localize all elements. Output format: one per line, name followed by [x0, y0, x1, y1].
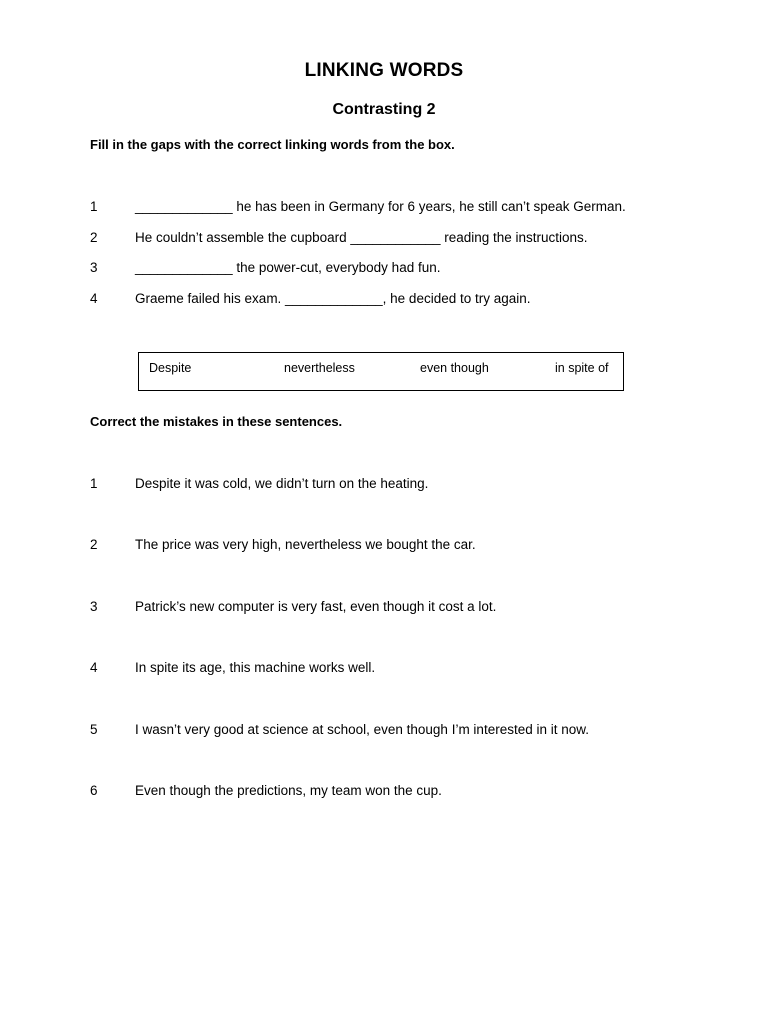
page-title: LINKING WORDS — [304, 60, 464, 81]
word-box — [138, 352, 624, 391]
item-number: 3 — [90, 599, 98, 614]
item-text: Even though the predictions, my team won the cup. — [135, 783, 442, 798]
item-text: _____________ the power-cut, everybody had fun. — [135, 260, 441, 275]
section2-instruction: Correct the mistakes in these sentences. — [90, 414, 343, 429]
item-number: 4 — [90, 660, 98, 675]
item-text: The price was very high, nevertheless we bought the car. — [135, 537, 476, 552]
item-number: 3 — [90, 260, 98, 275]
page-subtitle: Contrasting 2 — [332, 101, 436, 118]
item-text: I wasn’t very good at science at school, even though I’m interested in it now. — [135, 722, 590, 737]
item-number: 2 — [90, 230, 98, 245]
item-number: 5 — [90, 722, 98, 737]
section1-instruction: Fill in the gaps with the correct linking words from the box. — [90, 137, 455, 152]
item-text: He couldn’t assemble the cupboard ____________ reading the instructions. — [135, 230, 588, 245]
item-text: _____________ he has been in Germany for 6 years, he still can’t speak German. — [135, 199, 626, 214]
word-box-item: in spite of — [555, 361, 609, 375]
item-text: Despite it was cold, we didn’t turn on the heating. — [135, 476, 429, 491]
item-number: 6 — [90, 783, 98, 798]
word-box-item: Despite — [149, 361, 192, 375]
word-box-item: even though — [420, 361, 489, 375]
item-text: Graeme failed his exam. _____________, he decided to try again. — [135, 291, 531, 306]
item-number: 1 — [90, 199, 98, 214]
word-box-item: nevertheless — [284, 361, 355, 375]
item-text: Patrick’s new computer is very fast, even though it cost a lot. — [135, 599, 497, 614]
item-number: 1 — [90, 476, 98, 491]
item-text: In spite its age, this machine works well. — [135, 660, 376, 675]
item-number: 2 — [90, 537, 98, 552]
item-number: 4 — [90, 291, 98, 306]
